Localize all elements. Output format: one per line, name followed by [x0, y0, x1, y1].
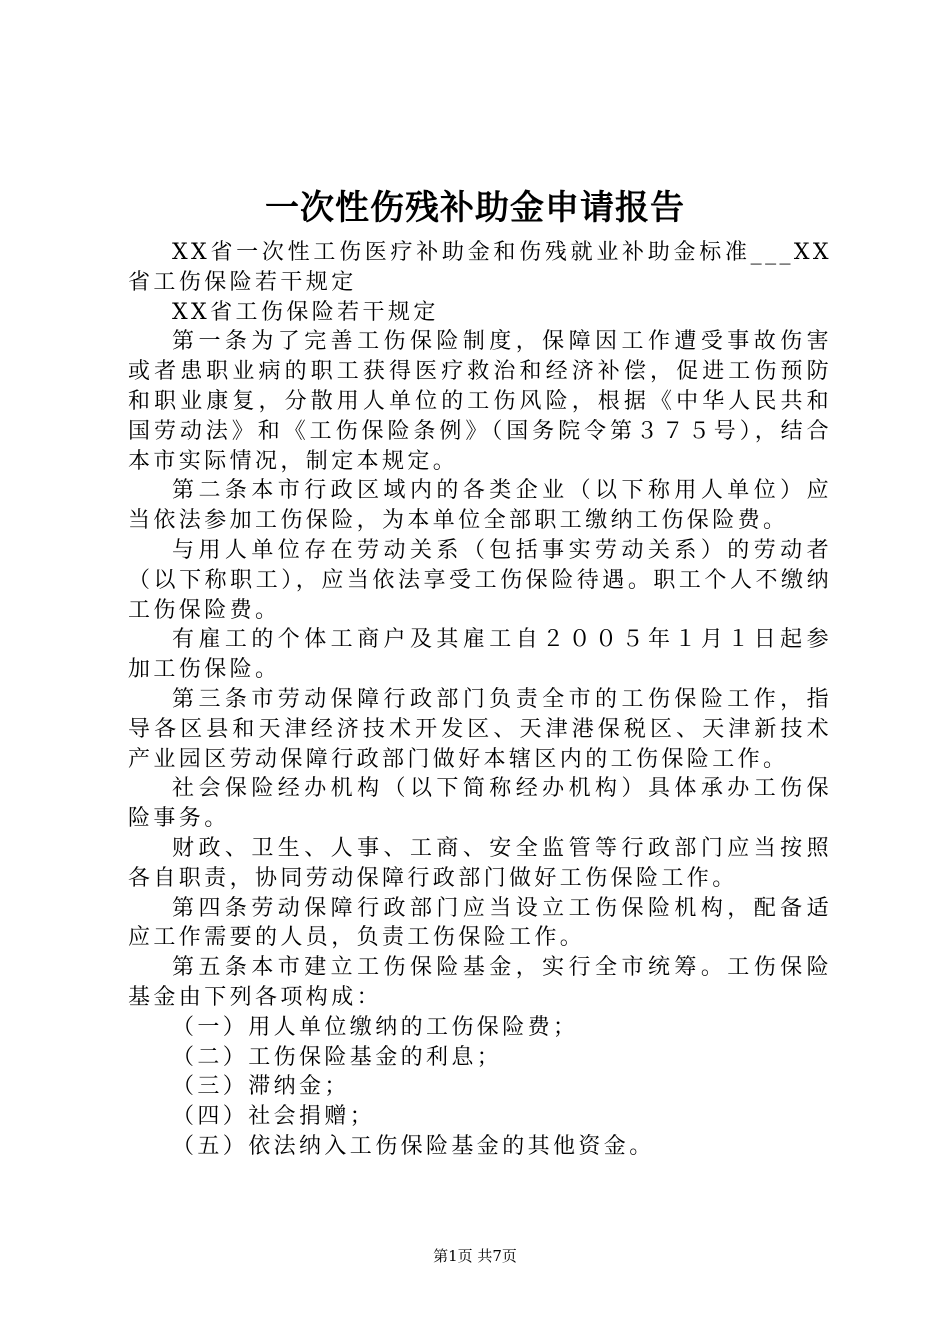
paragraph: 财政、卫生、人事、工商、安全监管等行政部门应当按照各自职责，协同劳动保障行政部门做好工伤保险工作。 — [128, 835, 832, 891]
page-footer: 第1页 共7页 — [433, 1247, 517, 1265]
paragraph: XX省工伤保险若干规定 — [172, 299, 439, 325]
paragraph: 第四条劳动保障行政部门应当设立工伤保险机构，配备适应工作需要的人员，负责工伤保险工作。 — [128, 895, 832, 951]
list-item: （二）工伤保险基金的利息； — [172, 1044, 503, 1070]
document-body — [128, 238, 832, 1162]
paragraph: 第一条为了完善工伤保险制度，保障因工作遭受事故伤害或者患职业病的职工获得医疗救治和经济补偿，促进工伤预防和职业康复，分散用人单位的工伤风险，根据《中华人民共和国劳动法》和《工伤保险条例》（国务院令第３７５号），结合本市实际情况，制定本规定。 — [128, 329, 832, 474]
paragraph: 与用人单位存在劳动关系（包括事实劳动关系）的劳动者（以下称职工），应当依法享受工伤保险待遇。职工个人不缴纳工伤保险费。 — [128, 537, 832, 623]
paragraph: 第三条市劳动保障行政部门负责全市的工伤保险工作，指导各区县和天津经济技术开发区、天津港保税区、天津新技术产业园区劳动保障行政部门做好本辖区内的工伤保险工作。 — [128, 686, 832, 772]
list-item: （四）社会捐赠； — [172, 1104, 376, 1130]
paragraph: 第五条本市建立工伤保险基金，实行全市统筹。工伤保险基金由下列各项构成： — [128, 955, 832, 1010]
list-item: （五）依法纳入工伤保险基金的其他资金。 — [172, 1133, 655, 1159]
document-title: 一次性伤残补助金申请报告 — [265, 188, 685, 228]
list-item: （三）滞纳金； — [172, 1074, 350, 1100]
paragraph: 社会保险经办机构（以下简称经办机构）具体承办工伤保险事务。 — [128, 776, 832, 832]
list-item: （一）用人单位缴纳的工伤保险费； — [172, 1014, 579, 1040]
paragraph: XX省一次性工伤医疗补助金和伤残就业补助金标准___XX省工伤保险若干规定 — [128, 240, 832, 295]
paragraph: 有雇工的个体工商户及其雇工自２００５年１月１日起参加工伤保险。 — [128, 627, 832, 683]
paragraph: 第二条本市行政区域内的各类企业（以下称用人单位）应当依法参加工伤保险，为本单位全部职工缴纳工伤保险费。 — [128, 478, 832, 534]
